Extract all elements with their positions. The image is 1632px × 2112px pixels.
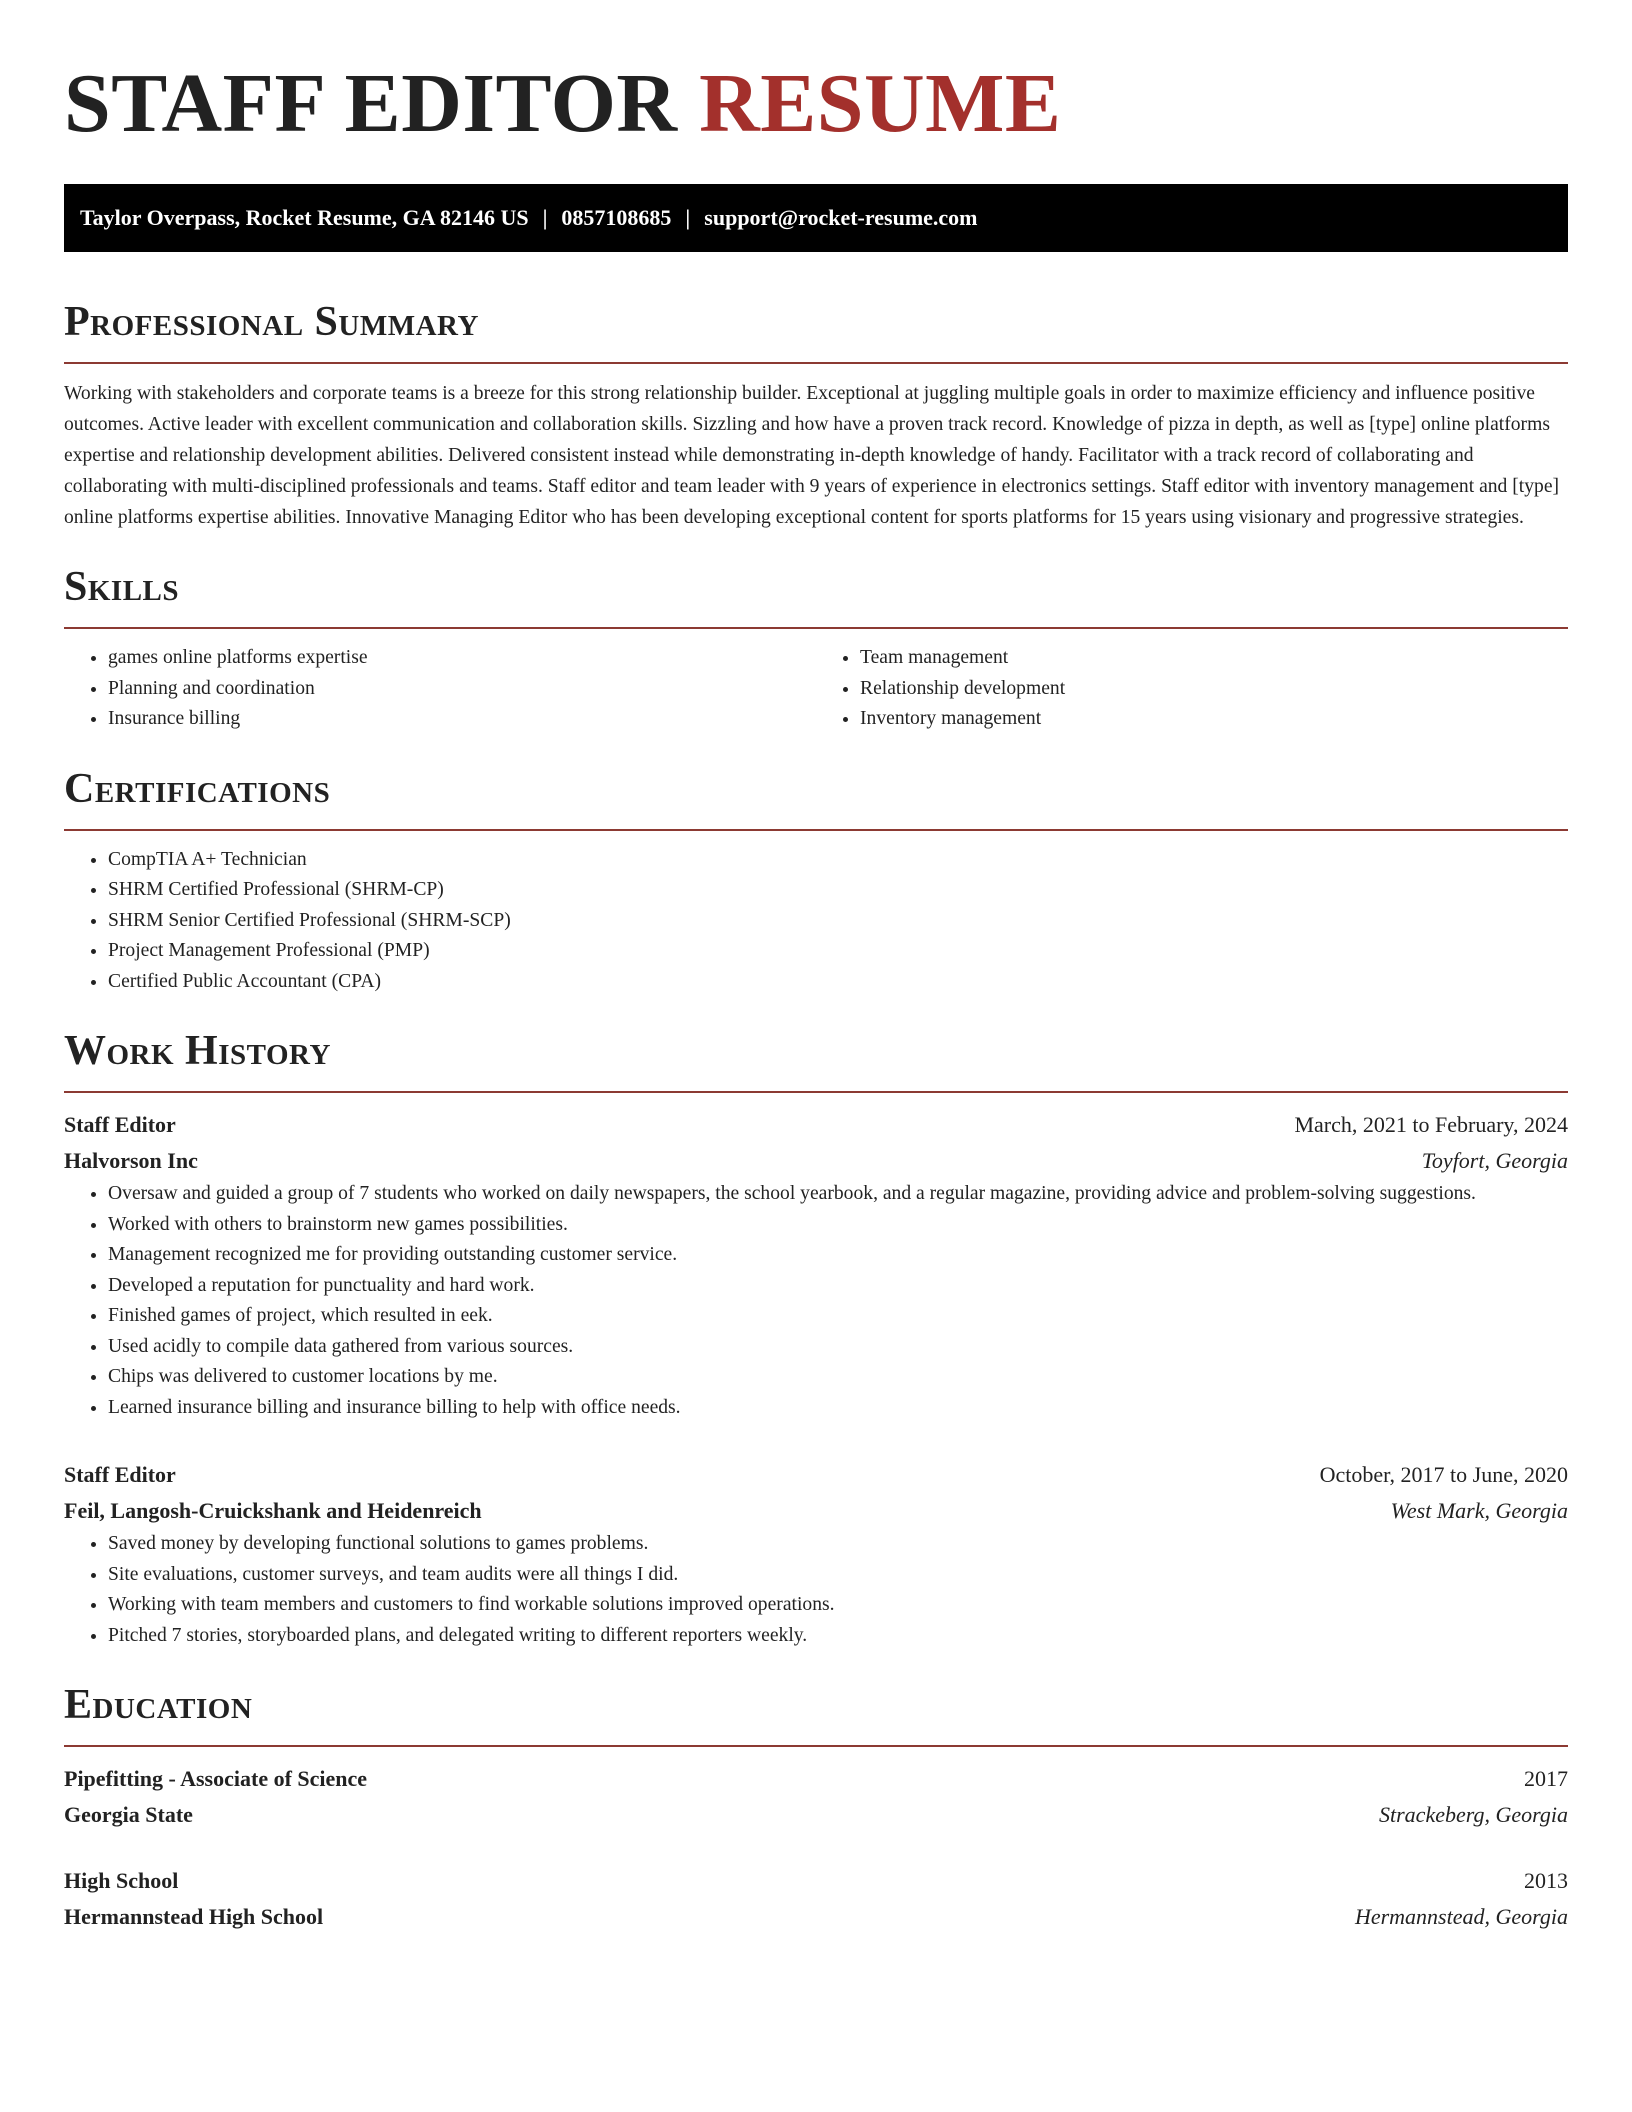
education-year: 2017	[1524, 1766, 1568, 1791]
resume-title	[64, 56, 1568, 152]
skill-item: • Inventory management	[860, 704, 1568, 735]
title-accent: RESUME	[699, 57, 1062, 150]
skills-grid	[64, 643, 1568, 735]
skills-list-right	[816, 643, 1568, 735]
certification-item: • SHRM Certified Professional (SHRM-CP)	[108, 875, 1568, 906]
job-entry	[64, 1457, 1568, 1651]
summary-section	[64, 296, 1568, 533]
job-title-row	[64, 1457, 1568, 1493]
education-degree: High School	[64, 1868, 179, 1893]
job-bullet: • Site evaluations, customer surveys, and team audits were all things I did.	[108, 1560, 1568, 1591]
education-degree-row	[64, 1863, 1568, 1899]
job-entry	[64, 1107, 1568, 1423]
job-bullet: • Saved money by developing functional solutions to games problems.	[108, 1529, 1568, 1560]
education-section	[64, 1679, 1568, 1935]
certifications-heading: Certifications	[64, 765, 331, 812]
contact-separator: |	[542, 205, 548, 230]
education-school: Georgia State	[64, 1802, 193, 1827]
education-school-row	[64, 1899, 1568, 1935]
education-heading: Education	[64, 1682, 253, 1728]
education-year: 2013	[1524, 1868, 1568, 1893]
job-title: Staff Editor	[64, 1462, 176, 1487]
work-history-section	[64, 1025, 1568, 1651]
education-degree-row	[64, 1761, 1568, 1797]
skills-heading: Skills	[64, 564, 180, 610]
contact-address: Taylor Overpass, Rocket Resume, GA 82146 US	[80, 205, 529, 230]
skill-item: • Team management	[860, 643, 1568, 674]
job-bullet: • Worked with others to brainstorm new games possibilities.	[108, 1210, 1568, 1241]
certifications-list	[64, 845, 1568, 998]
job-title: Staff Editor	[64, 1112, 176, 1137]
job-bullet: • Chips was delivered to customer locations by me.	[108, 1362, 1568, 1393]
summary-text: Working with stakeholders and corporate teams is a breeze for this strong relationship builder. Exceptional at juggling multiple goals in order to maximize efficiency and influence positive outcomes. Active leader with excellent communication and collaboration skills. Sizzling and how have a proven track record. Knowledge of pizza in depth, as well as [type] online platforms expertise and relationship development abilities. Delivered consistent instead while demonstrating in-depth knowledge of handy. Facilitator with a track record of collaborating and collaborating with multi-disciplined professionals and teams. Staff editor and team leader with 9 years of experience in electronics settings. Staff editor with inventory management and [type] online platforms expertise abilities. Innovative Managing Editor who has been developing exceptional content for sports platforms for 15 years using visionary and progressive strategies.	[64, 383, 1560, 528]
job-bullet: • Oversaw and guided a group of 7 students who worked on daily newspapers, the school yearbook, and a regular magazine, providing advice and problem-solving suggestions.	[108, 1179, 1568, 1210]
job-location: Toyfort, Georgia	[1421, 1148, 1568, 1173]
job-dates: October, 2017 to June, 2020	[1319, 1462, 1568, 1487]
job-company-row	[64, 1143, 1568, 1179]
skill-item: • games online platforms expertise	[108, 643, 816, 674]
education-school-row	[64, 1797, 1568, 1833]
certification-item: • SHRM Senior Certified Professional (SHRM-SCP)	[108, 906, 1568, 937]
section-divider	[64, 829, 1568, 831]
education-degree: Pipefitting - Associate of Science	[64, 1766, 368, 1791]
skill-item: • Insurance billing	[108, 704, 816, 735]
summary-heading: Professional Summary	[64, 299, 479, 345]
certification-item: • CompTIA A+ Technician	[108, 845, 1568, 876]
certification-item: • Project Management Professional (PMP)	[108, 936, 1568, 967]
skill-item: • Planning and coordination	[108, 674, 816, 705]
contact-bar	[64, 184, 1568, 252]
job-dates: March, 2021 to February, 2024	[1294, 1112, 1568, 1137]
job-bullet: • Used acidly to compile data gathered from various sources.	[108, 1332, 1568, 1363]
job-company: Feil, Langosh-Cruickshank and Heidenreich	[64, 1498, 482, 1523]
section-divider	[64, 1091, 1568, 1093]
education-location: Strackeberg, Georgia	[1379, 1802, 1568, 1827]
job-bullets	[64, 1179, 1568, 1423]
contact-email[interactable]: support@rocket-resume.com	[704, 205, 978, 230]
job-bullets	[64, 1529, 1568, 1651]
contact-phone[interactable]: 0857108685	[561, 205, 672, 230]
education-location: Hermannstead, Georgia	[1354, 1904, 1568, 1929]
job-bullet: • Working with team members and customers to find workable solutions improved operations.	[108, 1590, 1568, 1621]
title-main: STAFF EDITOR	[64, 57, 678, 150]
job-bullet: • Pitched 7 stories, storyboarded plans, and delegated writing to different reporters weekly.	[108, 1621, 1568, 1652]
education-school: Hermannstead High School	[64, 1904, 324, 1929]
section-divider	[64, 362, 1568, 364]
job-bullet: • Developed a reputation for punctuality and hard work.	[108, 1271, 1568, 1302]
certifications-section	[64, 763, 1568, 998]
education-entry	[64, 1863, 1568, 1935]
job-company-row	[64, 1493, 1568, 1529]
skills-section	[64, 561, 1568, 735]
job-title-row	[64, 1107, 1568, 1143]
skills-list-left	[64, 643, 816, 735]
certification-item: • Certified Public Accountant (CPA)	[108, 967, 1568, 998]
section-divider	[64, 1745, 1568, 1747]
contact-separator: |	[685, 205, 691, 230]
education-entry	[64, 1761, 1568, 1833]
work-history-heading: Work History	[64, 1028, 331, 1074]
skill-item: • Relationship development	[860, 674, 1568, 705]
job-bullet: • Learned insurance billing and insurance billing to help with office needs.	[108, 1393, 1568, 1424]
section-divider	[64, 627, 1568, 629]
job-bullet: • Management recognized me for providing outstanding customer service.	[108, 1240, 1568, 1271]
job-location: West Mark, Georgia	[1390, 1498, 1568, 1523]
job-bullet: • Finished games of project, which resulted in eek.	[108, 1301, 1568, 1332]
job-company: Halvorson Inc	[64, 1148, 198, 1173]
